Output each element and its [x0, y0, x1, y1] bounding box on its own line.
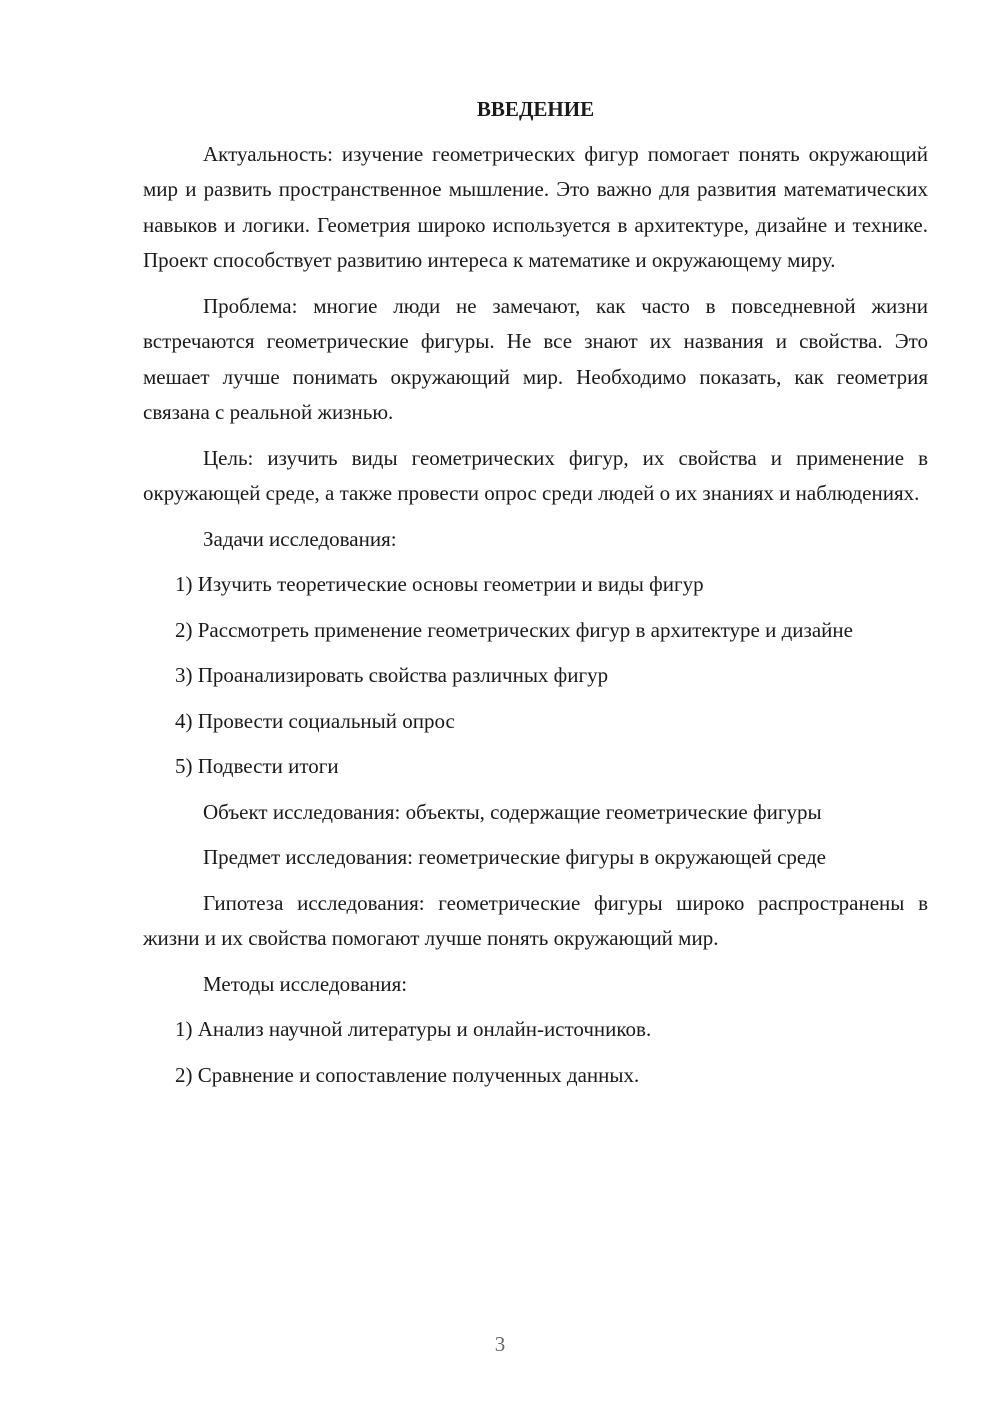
tasks-heading: Задачи исследования: — [203, 526, 397, 551]
task-item-5: 5) Подвести итоги — [175, 754, 339, 778]
method-item-2: 2) Сравнение и сопоставление полученных данных. — [175, 1062, 640, 1087]
method-item-1: 1) Анализ научной литературы и онлайн-источников. — [175, 1017, 652, 1041]
task-item-4: 4) Провести социальный опрос — [175, 708, 455, 733]
goal-paragraph: Цель: изучить виды геометрических фигур, их свойства и применение в окружающей среде, а также провести опрос среди людей о их знаниях и наблюдениях. — [143, 445, 928, 505]
relevance-paragraph: Актуальность: изучение геометрических фигур помогает понять окружающий мир и развить пространственное мышление. Это важно для развития математических навыков и логики. Геометрия широко используется в архитектуре, дизайне и технике. Проект способствует развитию интереса к математике и окружающему миру. — [143, 141, 928, 272]
task-item-2: 2) Рассмотреть применение геометрических фигур в архитектуре и дизайне — [175, 617, 853, 642]
task-item-1: 1) Изучить теоретические основы геометрии и виды фигур — [175, 572, 704, 596]
problem-paragraph: Проблема: многие люди не замечают, как часто в повседневной жизни встречаются геометрические фигуры. Не все знают их названия и свойства. Это мешает лучше понимать окружающий мир. Необходимо показать, как геометрия связана с реальной жизнью. — [143, 293, 928, 424]
task-item-3: 3) Проанализировать свойства различных фигур — [175, 663, 609, 687]
methods-heading: Методы исследования: — [203, 971, 408, 996]
page-title: ВВЕДЕНИЕ — [476, 97, 595, 121]
hypothesis-paragraph: Гипотеза исследования: геометрические фигуры широко распространены в жизни и их свойства помогают лучше понять окружающий мир. — [143, 890, 928, 950]
document-page — [143, 92, 928, 1103]
subject-paragraph: Предмет исследования: геометрические фигуры в окружающей среде — [203, 845, 826, 869]
page-number: 3 — [494, 1332, 506, 1356]
object-paragraph: Объект исследования: объекты, содержащие геометрические фигуры — [203, 799, 822, 824]
